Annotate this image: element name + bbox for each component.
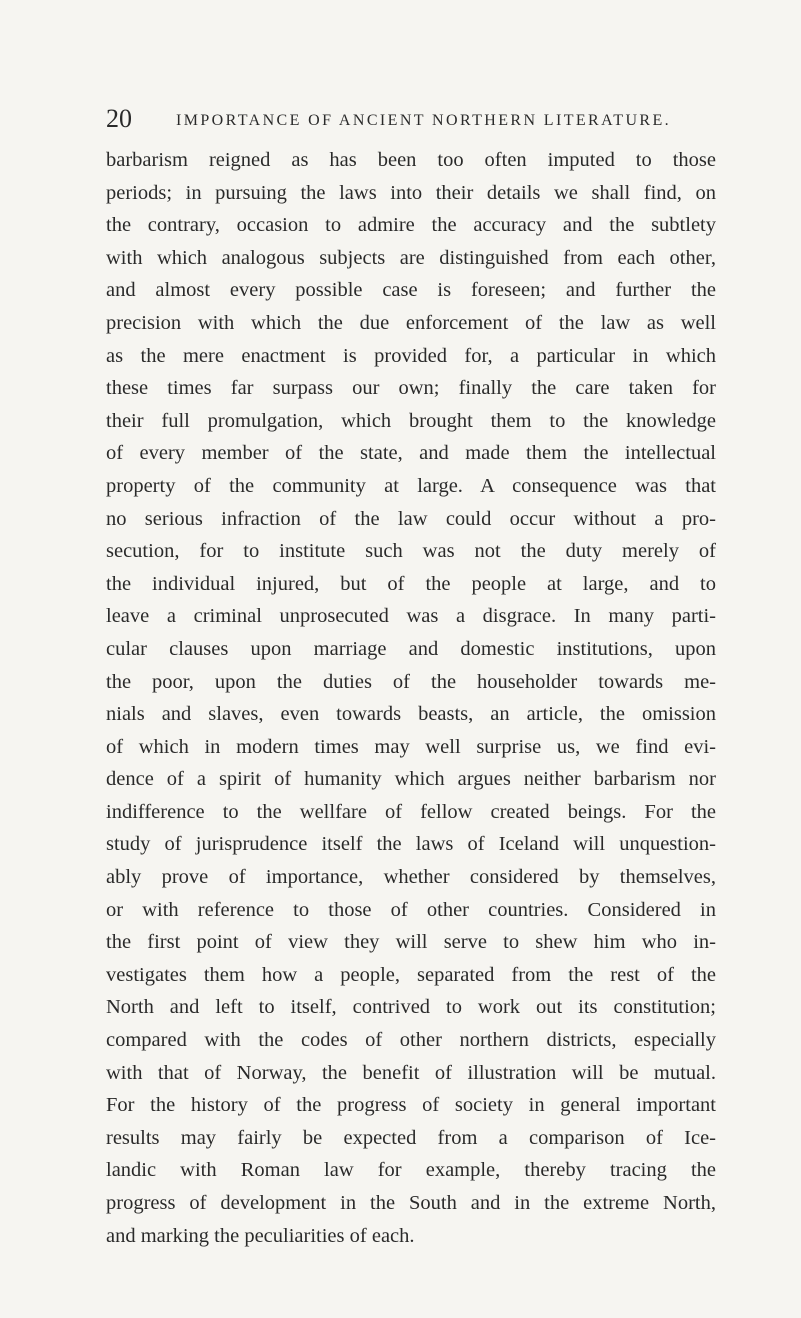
text-line: North and left to itself, contrived to work out its constitution; xyxy=(106,996,716,1019)
text-line: leave a criminal unprosecuted was a disgrace. In many parti- xyxy=(106,605,716,628)
text-line: ably prove of importance, whether considered by themselves, xyxy=(106,866,716,889)
text-line: nials and slaves, even towards beasts, an article, the omission xyxy=(106,703,716,726)
text-line: landic with Roman law for example, thereby tracing the xyxy=(106,1159,716,1182)
text-line: results may fairly be expected from a comparison of Ice- xyxy=(106,1126,716,1149)
text-line: with which analogous subjects are distinguished from each other, xyxy=(106,246,716,269)
text-line: as the mere enactment is provided for, a particular in which xyxy=(106,344,716,367)
text-line: of which in modern times may well surprise us, we find evi- xyxy=(106,735,716,758)
text-line: with that of Norway, the benefit of illustration will be mutual. xyxy=(106,1061,716,1084)
text-line: of every member of the state, and made them the intellectual xyxy=(106,442,716,465)
text-line: the contrary, occasion to admire the accuracy and the subtlety xyxy=(106,214,716,237)
body-paragraph xyxy=(106,144,716,1252)
text-line: cular clauses upon marriage and domestic institutions, upon xyxy=(106,637,716,660)
text-line: barbarism reigned as has been too often imputed to those xyxy=(106,149,716,171)
text-line: the poor, upon the duties of the householder towards me- xyxy=(106,670,716,693)
text-line: property of the community at large. A consequence was that xyxy=(106,474,716,497)
text-line: indifference to the wellfare of fellow created beings. For the xyxy=(106,800,716,823)
text-line: periods; in pursuing the laws into their details we shall find, on xyxy=(106,181,716,204)
text-line: the individual injured, but of the people at large, and to xyxy=(106,572,716,595)
text-line: their full promulgation, which brought them to the knowledge xyxy=(106,409,716,432)
text-line: study of jurisprudence itself the laws of Iceland will unquestion- xyxy=(106,833,716,856)
text-line: compared with the codes of other northern districts, especially xyxy=(106,1029,716,1052)
text-line: dence of a spirit of humanity which argues neither barbarism nor xyxy=(106,768,716,791)
text-line: and almost every possible case is foreseen; and further the xyxy=(106,279,716,302)
text-line: For the history of the progress of society in general important xyxy=(106,1094,716,1117)
text-line: and marking the peculiarities of each. xyxy=(106,1224,415,1247)
text-line: secution, for to institute such was not the duty merely of xyxy=(106,540,716,563)
text-line: or with reference to those of other countries. Considered in xyxy=(106,898,716,921)
running-title: IMPORTANCE OF ANCIENT NORTHERN LITERATURE. xyxy=(176,112,672,129)
text-line: precision with which the due enforcement of the law as well xyxy=(106,311,716,334)
text-line: the first point of view they will serve to shew him who in- xyxy=(106,931,716,954)
text-line: progress of development in the South and in the extreme North, xyxy=(106,1192,716,1214)
page-number: 20 xyxy=(106,104,132,133)
text-line: no serious infraction of the law could occur without a pro- xyxy=(106,507,716,530)
text-line: these times far surpass our own; finally the care taken for xyxy=(106,377,716,400)
text-line: vestigates them how a people, separated from the rest of the xyxy=(106,963,716,986)
